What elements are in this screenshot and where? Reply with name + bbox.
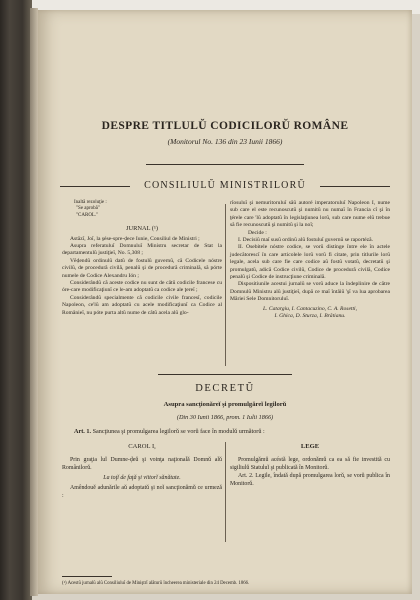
council-paragraph: Dispositiunile acestui jurnalŭ se vorŭ aduce la îndeplinire de către Domnulŭ Ministru alŭ justiţieĭ, după ce maĭ întâiŭ 'şĭ va lua aprobarea Măriei Sele Domnitoruluĭ.	[230, 281, 390, 303]
council-heading: CONSILIULŬ MINISTRILORŬ	[144, 180, 306, 191]
book-spine	[0, 0, 32, 600]
council-paragraph: rîosuluĭ şi nemuritoruluĭ săŭ autoré imperatoruluĭ Napoleon I, nume sub care el este recunoscutŭ şi numitŭ nu numaĭ în Francia cî şi în ţérele care 'lŭ adoptatŭ în legislaţiunea lorŭ, sub care nume elŭ trebue să fie recunoscutŭ şi numitŭ şi la noĭ;	[230, 200, 390, 229]
decree-right-column	[230, 456, 390, 488]
article-1-label: Art. 1.	[74, 428, 92, 435]
council-paragraph: II. Osebitele nóstre codice, se vorŭ distinge între ele în actele judecătorescĭ în care articolele lorŭ vorŭ fi citate, prin titlurile lorŭ legale, acela sub care fie care codice aŭ fostŭ votatŭ, decretatŭ şi promulgatŭ, adică Codice civilŭ, Codice de procedură civilă, Codice penalŭ şi Codice de instrucţiune criminală.	[230, 244, 390, 281]
council-paragraph: Asupra referatuluĭ Domnuluĭ Ministru secretar de Stat la departamentulŭ justiţieĭ, No. 5,308 ;	[62, 243, 222, 257]
decree-left-heading: CAROL I,	[128, 443, 156, 450]
footnote-rule	[62, 576, 112, 577]
decision-label: Decide :	[248, 229, 267, 236]
resolution-sign: "CAROL."	[76, 212, 99, 218]
council-paragraph: I. Decisiŭ maĭ susŭ ordinŭ alŭ fostuluĭ guvernŭ se raportéză.	[238, 237, 373, 244]
decree-date: (Din 30 Iunii 1866, prom. 1 Iulii 1866)	[176, 414, 274, 421]
page-subtitle: (Monitorul No. 136 din 23 Iunii 1866)	[167, 137, 283, 146]
decree-left-column	[62, 456, 222, 500]
decree-paragraph: Prin graţia luĭ Dumne-ḑeŭ şi voinţa naţională Domnŭ alŭ Românilorŭ.	[62, 457, 222, 471]
decree-paragraph: Amêndouĕ adunările aŭ adoptatŭ şi noĭ sancţionămŭ ce urmeză :	[62, 485, 222, 499]
council-right-column	[230, 200, 390, 321]
book-page	[38, 10, 412, 594]
decree-column-divider	[225, 442, 226, 542]
section-divider	[158, 374, 292, 375]
council-paragraph: Astăzĭ, Joĭ, la şése-spre-ḑece Iunie, Consiliul de Ministri ;	[70, 235, 200, 242]
council-paragraph: Considerândŭ că aceste codice nu sunt de câtŭ codicile francese cu óre-care modificaţiunĭ ce le-am adoptatŭ ca codice ale ţereĭ ;	[62, 280, 222, 294]
signature-line: I. Ghica, D. Sturza, I. Brătianu.	[274, 313, 346, 320]
title-divider	[146, 164, 304, 165]
council-paragraph: Considerândŭ specialmente că codicile civile francesĭ, codicile Napoleon, ce'lŭ am adoptatŭ cu acele modificaţiunĭ ca Codice al Românieĭ, nu póte purta altŭ nume de câtŭ acela alŭ glo-	[62, 294, 222, 316]
decree-right-heading: LEGE	[300, 443, 320, 450]
decree-greeting: La toţĭ de faţă şi viitorĭ sănătate.	[103, 475, 181, 481]
article-1	[74, 428, 392, 435]
resolution-text: "Se aprobă"	[76, 206, 100, 212]
decree-heading: DECRETŬ	[195, 383, 255, 394]
signature-line: L. Catargiu, I. Cantacuzino, C. A. Rosetti,	[262, 305, 357, 312]
council-paragraph: Vĕḑendŭ ordinulŭ datŭ de fostulŭ guvernŭ, că Codicele nóstre civilŭ, de procedură civilă, penalŭ şi de procedură criminală, să pórte numele de Codice Alexandru Ión ;	[62, 257, 222, 279]
page-title: DESPRE TITLULŬ CODICILORŬ ROMÂNE	[101, 120, 349, 132]
resolution-label: Inaltă rezoluţie :	[74, 200, 107, 205]
footnote: (¹) Acestŭ jurnalŭ alŭ Consiliuluĭ de Miniştrĭ alăturŭ încheerea ministeriale din 24 Decemb. 1866.	[62, 581, 250, 586]
heading-rule-right	[320, 186, 390, 187]
column-divider	[225, 204, 226, 366]
decree-paragraph: Art. 2. Legile, îndată după promulgarea lorŭ, se vorŭ publica în Monitorŭ.	[230, 473, 390, 487]
decree-paragraph: Promulgămŭ acéstă lege, ordonămŭ ca ea să fie investită cu sigiliulŭ Statuluĭ şi publicată în Monitorŭ.	[230, 457, 390, 471]
page-edges	[30, 8, 38, 596]
council-left-column	[62, 200, 222, 317]
article-1-text: Sancţiunea şi promulgarea legilorŭ se vorŭ face în modulŭ următorŭ :	[92, 428, 265, 435]
decree-subheading: Asupra sancţionăreĭ şi promulgăreĭ legilorŭ	[163, 401, 287, 408]
journal-title: JURNAL (¹)	[125, 225, 159, 233]
